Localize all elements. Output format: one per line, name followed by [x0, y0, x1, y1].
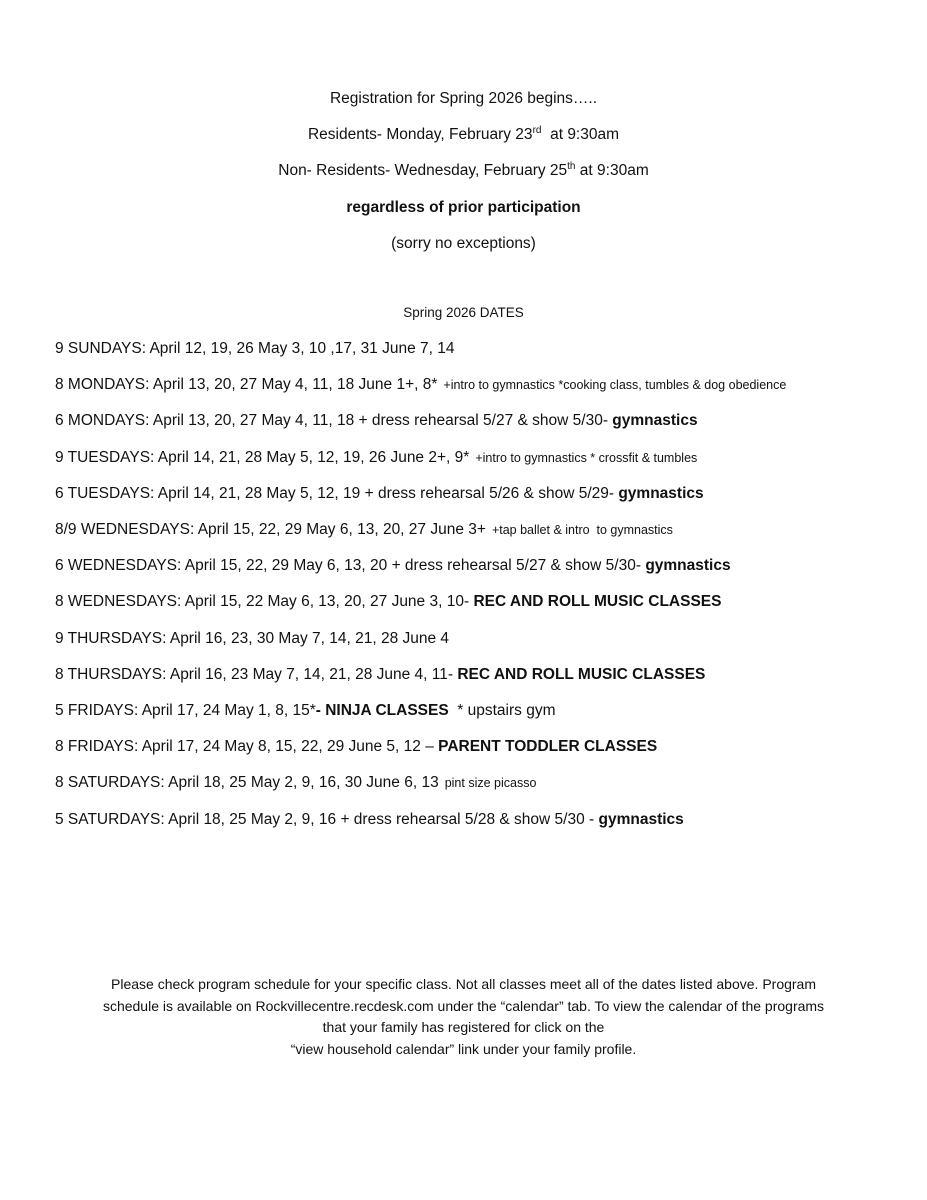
date-row-class-name: gymnastics — [612, 412, 698, 430]
date-row — [55, 666, 705, 684]
date-row-note: +intro to gymnastics * crossfit & tumbles — [475, 450, 698, 465]
footer-line-2: schedule is available on Rockvillecentre.recdesk.com under the “calendar” tab. To view the calendar of the programs — [102, 997, 825, 1014]
date-row-class-name: gymnastics — [598, 810, 684, 828]
date-row — [55, 449, 697, 467]
date-row-main: 8 WEDNESDAYS: April 15, 22 May 6, 13, 20, 27 June 3, 10- — [55, 593, 474, 611]
date-row-main: 5 SATURDAYS: April 18, 25 May 2, 9, 16 + dress rehearsal 5/28 & show 5/30 - — [55, 810, 599, 828]
footer-line-3: that your family has registered for click on the — [322, 1019, 605, 1035]
non-residents-sup: th — [567, 160, 576, 172]
date-row — [55, 521, 673, 539]
date-row-main: 5 FRIDAYS: April 17, 24 May 1, 8, 15* — [55, 702, 316, 719]
residents-date — [0, 126, 927, 144]
date-row-class-name: REC AND ROLL MUSIC CLASSES — [473, 593, 722, 611]
date-row-class-name: REC AND ROLL MUSIC CLASSES — [457, 665, 706, 683]
date-row-main: 8 SATURDAYS: April 18, 25 May 2, 9, 16, 30 June 6, 13 — [55, 774, 439, 792]
sorry-text: (sorry no exceptions) — [391, 235, 536, 252]
date-row — [55, 811, 684, 829]
date-row-main: 8 FRIDAYS: April 17, 24 May 8, 15, 22, 29 June 5, 12 – — [55, 738, 439, 756]
date-row — [55, 593, 721, 611]
registration-title — [0, 90, 927, 108]
date-row-main: 8 MONDAYS: April 13, 20, 27 May 4, 11, 18 June 1+, 8* — [55, 376, 438, 394]
date-row-note: +tap ballet & intro to gymnastics — [491, 523, 673, 537]
date-row-main: 9 THURSDAYS: April 16, 23, 30 May 7, 14, 21, 28 June 4 — [55, 629, 450, 647]
footer-line-1: Please check program schedule for your specific class. Not all classes meet all of the dates listed above. Program — [111, 976, 816, 992]
date-row — [55, 412, 698, 430]
date-row-after: * upstairs gym — [448, 702, 556, 719]
date-row-class-name: PARENT TODDLER CLASSES — [438, 738, 658, 756]
non-residents-prefix: Non- Residents- Wednesday, February 25 — [278, 162, 568, 179]
date-row-main: 8 THURSDAYS: April 16, 23 May 7, 14, 21, 28 June 4, 11- — [55, 665, 458, 683]
regardless-notice — [0, 199, 927, 217]
regardless-text: regardless of prior participation — [346, 199, 581, 216]
date-row-main: 8/9 WEDNESDAYS: April 15, 22, 29 May 6, 13, 20, 27 June 3+ — [55, 521, 486, 538]
sorry-notice — [0, 235, 927, 253]
residents-prefix: Residents- Monday, February 23 — [307, 126, 533, 143]
footer-note — [60, 974, 867, 1060]
date-row-main: 9 SUNDAYS: April 12, 19, 26 May 3, 10 ,17, 31 June 7, 14 — [55, 340, 455, 357]
registration-title-text: Registration for Spring 2026 begins….. — [329, 90, 598, 107]
footer-line-4: “view household calendar” link under your family profile. — [290, 1040, 637, 1057]
date-row — [55, 485, 704, 503]
date-row — [55, 630, 449, 648]
date-row-main: 9 TUESDAYS: April 14, 21, 28 May 5, 12, 19, 26 June 2+, 9* — [55, 448, 470, 466]
date-row-note: pint size picasso — [444, 776, 537, 791]
dates-title-text: Spring 2026 DATES — [403, 305, 524, 320]
residents-suffix: at 9:30am — [541, 126, 620, 143]
date-row — [55, 340, 455, 358]
date-row-class-name: - NINJA CLASSES — [315, 702, 449, 719]
date-row-class-name: gymnastics — [645, 557, 731, 575]
date-row-main: 6 TUESDAYS: April 14, 21, 28 May 5, 12, 19 + dress rehearsal 5/26 & show 5/29- — [55, 484, 619, 502]
date-row-main: 6 MONDAYS: April 13, 20, 27 May 4, 11, 18 + dress rehearsal 5/27 & show 5/30- — [55, 412, 613, 430]
residents-sup: rd — [532, 124, 542, 136]
date-row — [55, 738, 657, 756]
date-row — [55, 702, 556, 720]
date-row-note: +intro to gymnastics *cooking class, tumbles & dog obedience — [443, 378, 787, 393]
date-row — [55, 557, 731, 575]
date-row — [55, 376, 786, 394]
non-residents-suffix: at 9:30am — [575, 162, 649, 179]
non-residents-date — [0, 162, 927, 180]
date-row — [55, 774, 536, 792]
date-row-main: 6 WEDNESDAYS: April 15, 22, 29 May 6, 13, 20 + dress rehearsal 5/27 & show 5/30- — [55, 557, 646, 575]
dates-title — [0, 305, 927, 320]
date-row-class-name: gymnastics — [618, 484, 704, 502]
